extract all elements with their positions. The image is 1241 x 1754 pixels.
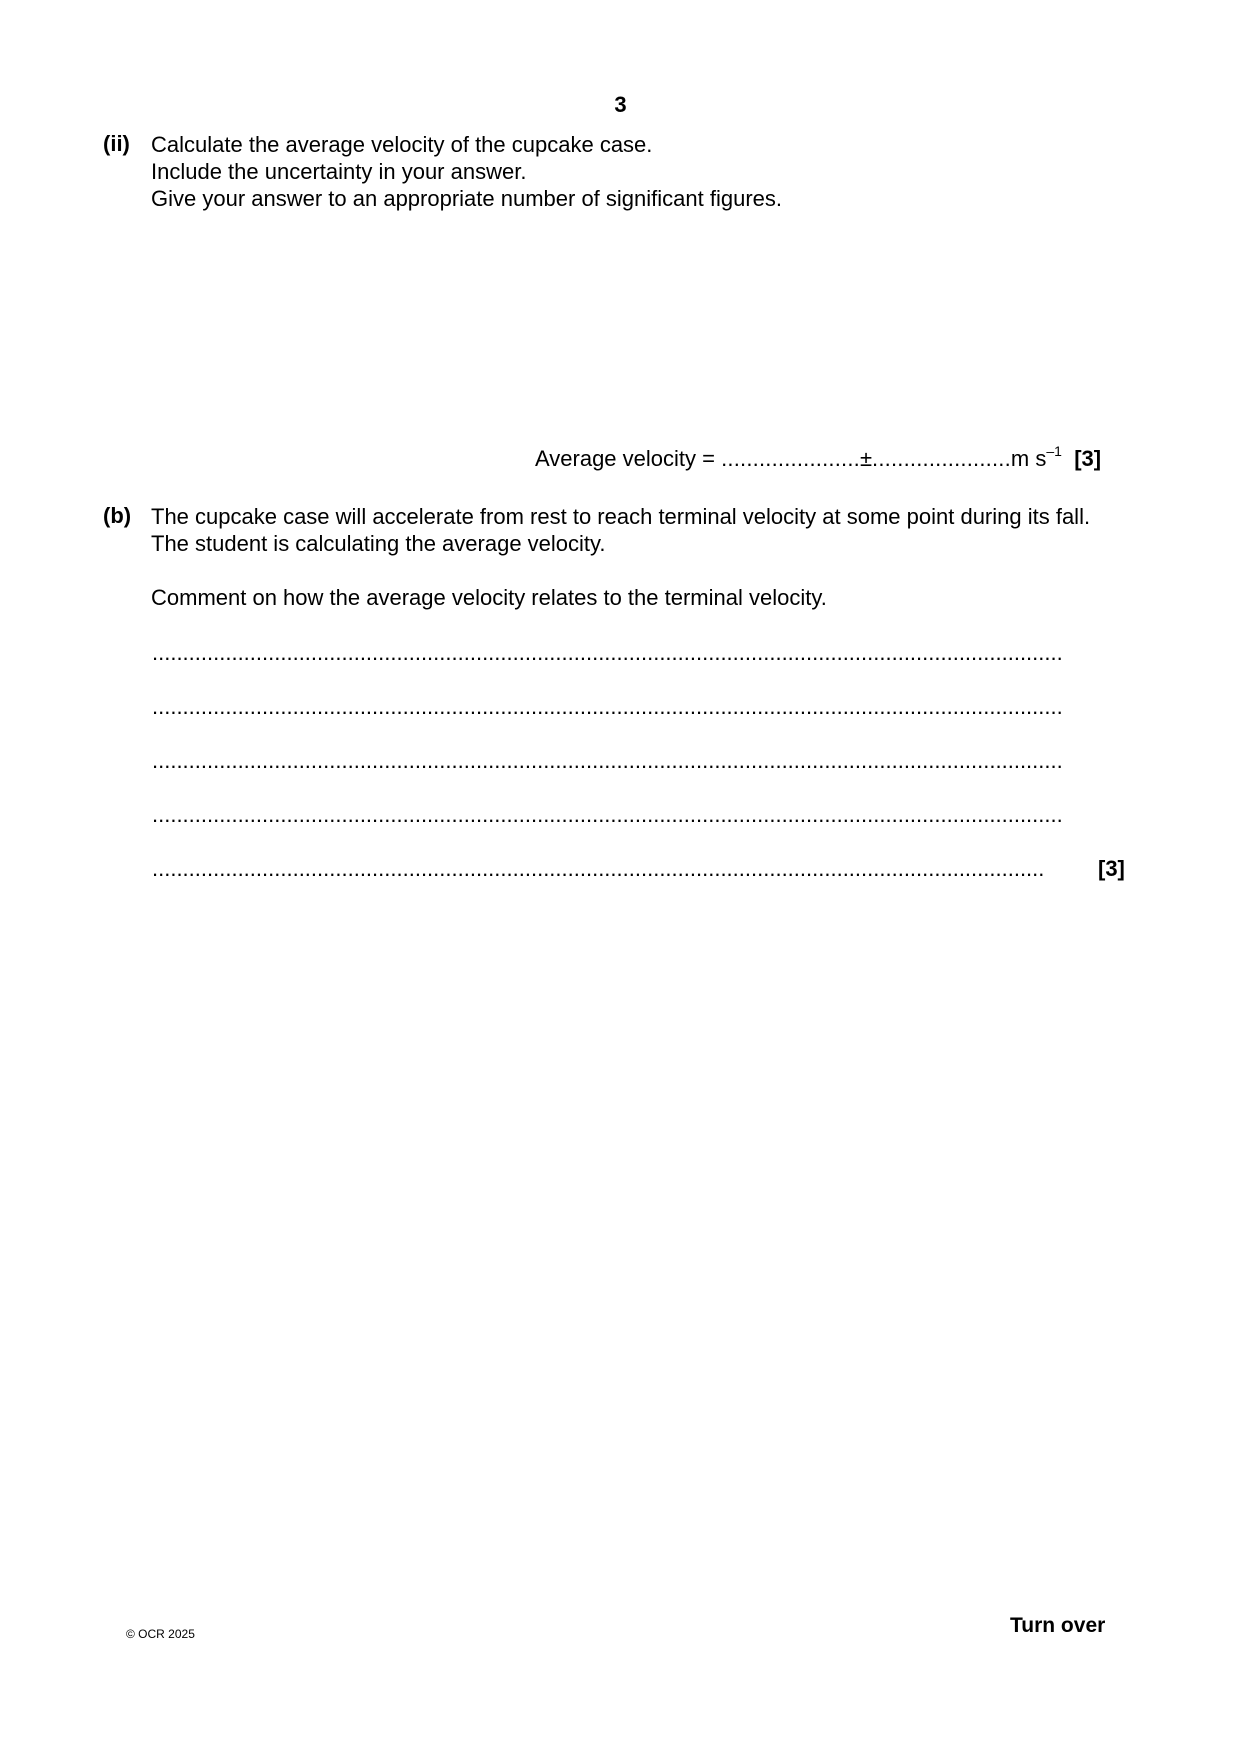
plus-minus-sign: ± <box>859 446 873 471</box>
part-b-prompt: Comment on how the average velocity relates to the terminal velocity. <box>151 585 827 610</box>
question-line: Include the uncertainty in your answer. <box>151 159 527 184</box>
answer-prefix: Average velocity = <box>535 446 722 471</box>
question-line: Give your answer to an appropriate number of significant figures. <box>151 186 782 211</box>
marks-ii: [3] <box>1074 446 1102 471</box>
unit-exponent: –1 <box>1046 443 1062 459</box>
turn-over: Turn over <box>1010 1614 1106 1637</box>
unit-base: m s <box>1010 446 1047 471</box>
copyright: © OCR 2025 <box>126 1627 195 1641</box>
answer-line[interactable]: ..................................................................................................................................................... <box>152 694 1063 719</box>
unit <box>1010 443 1062 471</box>
final-answer-dots: .................................................................................................................................................. <box>152 856 1045 881</box>
part-b-question <box>151 503 1090 557</box>
part-b-label: (b) <box>103 503 132 528</box>
marks-b: [3] <box>1098 856 1125 881</box>
answer-line[interactable]: ..................................................................................................................................................... <box>152 748 1063 773</box>
answer-line[interactable]: ..................................................................................................................................................... <box>152 802 1063 827</box>
question-line: The student is calculating the average velocity. <box>151 531 606 556</box>
value-answer-blank[interactable]: ...................... <box>721 446 860 471</box>
uncertainty-answer-blank[interactable]: ...................... <box>872 446 1011 471</box>
question-line: Calculate the average velocity of the cupcake case. <box>151 132 653 157</box>
question-line: The cupcake case will accelerate from rest to reach terminal velocity at some point during its fall. <box>151 504 1091 529</box>
part-ii-label: (ii) <box>103 131 130 156</box>
answer-line[interactable]: ..................................................................................................................................................... <box>152 640 1063 665</box>
final-answer-line[interactable] <box>152 856 1136 882</box>
page-number: 3 <box>614 92 627 117</box>
part-ii-question <box>151 131 782 212</box>
average-velocity-answer-row <box>535 443 1102 472</box>
